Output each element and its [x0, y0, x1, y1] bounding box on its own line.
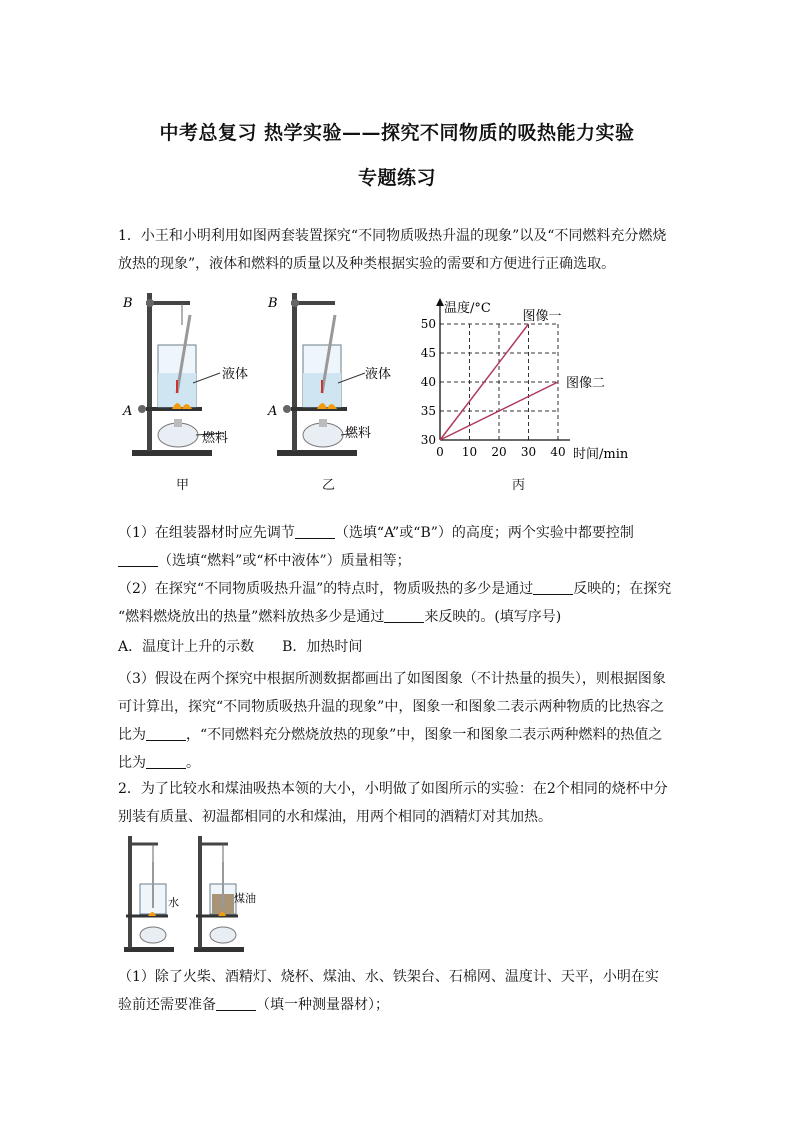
q1-sub2-line2: “燃料燃烧放出的热量”燃料放热多少是通过 来反映的。(填写序号) [118, 609, 562, 625]
q1-sub3-line3: 比为 ，“不同燃料充分燃烧放热的现象”中，图象一和图象二表示两种燃料的热值之 [118, 727, 663, 743]
x-axis-label: 时间/min [573, 447, 629, 462]
x-tick-label: 0 [436, 445, 444, 459]
q1-sub3-line4: 比为 。 [118, 755, 200, 771]
q1-options [118, 636, 362, 656]
q1-sub2-line1: （2）在探究“不同物质吸热升温”的特点时，物质吸热的多少是通过 反映的；在探究 [118, 581, 672, 597]
temperature-time-chart [410, 290, 650, 470]
series-label: 图像二 [566, 376, 606, 391]
answer-blank[interactable] [533, 580, 573, 595]
q1-sub3-line1: （3）假设在两个探究中根据所测数据都画出了如图图象（不计热量的损失），则根据图象 [118, 671, 666, 687]
apparatus-figure-q2 [118, 832, 258, 956]
label-b: B [268, 296, 278, 311]
q1-sub1-line2: （选填“燃料”或“杯中液体”）质量相等； [118, 550, 411, 570]
water-label: 水 [168, 896, 179, 909]
y-tick-label: 45 [420, 346, 436, 360]
caption-jia: 甲 [176, 478, 190, 493]
answer-blank[interactable] [216, 996, 256, 1011]
stand-rod [147, 293, 152, 451]
y-tick-label: 30 [420, 433, 436, 447]
liquid-label: 液体 [365, 367, 392, 382]
liquid-label: 液体 [222, 367, 249, 382]
x-tick-label: 10 [461, 445, 478, 459]
caption-yi: 乙 [322, 478, 336, 493]
label-a: A [268, 404, 278, 419]
y-axis-arrow [436, 298, 444, 306]
page-subtitle: 专题练习 [357, 167, 436, 189]
answer-blank[interactable] [118, 552, 158, 567]
q2-sub1-line1: （1）除了火柴、酒精灯、烧杯、煤油、水、铁架台、石棉网、温度计、天平，小明在实 [118, 969, 659, 985]
q1-sub3-line2: 可计算出，探究“不同物质吸热升温的现象”中，图象一和图象二表示两种物质的比热容之 [118, 699, 665, 715]
option-b: B．加热时间 [282, 639, 363, 655]
answer-blank[interactable] [146, 726, 186, 741]
x-tick-label: 40 [550, 445, 566, 459]
question-2-text: 2．为了比较水和煤油吸热本领的大小，小明做了如图所示的实验：在2个相同的烧杯中分别装有质量、初温都相同的水和煤油，用两个相同的酒精灯对其加热。 [118, 781, 668, 825]
x-tick-label: 30 [520, 445, 537, 459]
label-b: B [123, 296, 133, 311]
fuel-label: 燃料 [202, 431, 229, 446]
label-a: A [123, 404, 133, 419]
apparatus-figure-yi [265, 285, 405, 465]
fuel-label: 燃料 [345, 426, 372, 441]
y-tick-label: 35 [420, 404, 436, 418]
caption-bing: 丙 [512, 478, 526, 493]
answer-blank[interactable] [146, 754, 186, 769]
answer-blank[interactable] [295, 524, 335, 539]
y-tick-label: 40 [420, 375, 436, 389]
y-axis-label: 温度/°C [444, 301, 491, 316]
page-title: 中考总复习 热学实验——探究不同物质的吸热能力实验 [159, 122, 635, 144]
option-a: A．温度计上升的示数 [118, 639, 255, 655]
stand-base [132, 450, 212, 456]
kerosene-label: 煤油 [234, 892, 256, 905]
series-label: 图像一 [522, 309, 562, 324]
apparatus-figure-jia [120, 285, 260, 465]
x-tick-label: 20 [491, 445, 507, 459]
y-tick-label: 50 [420, 317, 436, 331]
q2-sub1-line2: 验前还需要准备 （填一种测量器材）； [118, 997, 389, 1013]
question-1-text: 1．小王和小明利用如图两套装置探究“不同物质吸热升温的现象”以及“不同燃料充分燃烧放热的现象”，液体和燃料的质量以及种类根据实验的需要和方便进行正确选取。 [118, 228, 667, 272]
q1-sub1-line1: （1）在组装器材时应先调节 （选填“A”或“B”）的高度；两个实验中都要控制 [118, 525, 634, 541]
answer-blank[interactable] [384, 608, 424, 623]
series-line-1 [440, 324, 529, 440]
